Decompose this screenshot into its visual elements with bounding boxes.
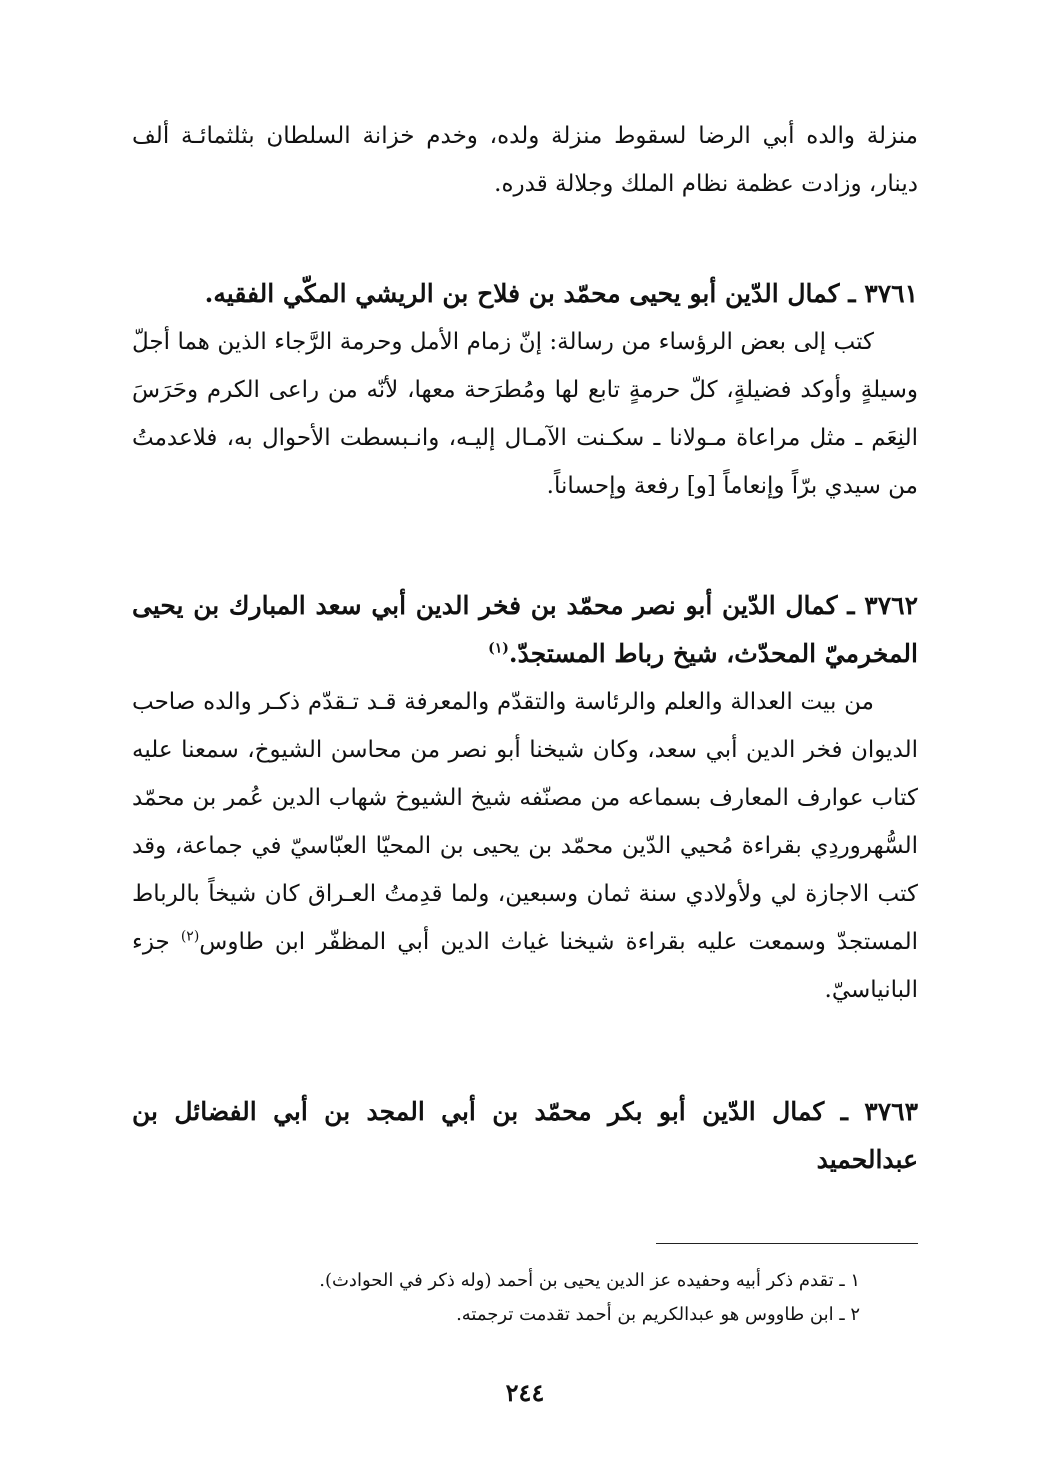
entry-number: ٣٧٦٣ — [864, 1097, 918, 1126]
entry-number: ٣٧٦٢ — [864, 591, 918, 620]
entry-title: ـ كمال الدّين أبو يحيى محمّد بن فلاح بن الريشي المكّي الفقيه. — [204, 279, 856, 308]
entry-body: كتب إلى بعض الرؤساء من رسالة: إنّ زمام الأمل وحرمة الرَّجاء الذين هما أجلّ وسيلةٍ وأوكد فضيلةٍ، كلّ حرمةٍ تابع لها ومُطرَحة معها، لأنّه من راعى الكرم وحَرَسَ النِعَم ـ مثل مراعاة مـولانا ـ سكـنت الآمـال إليـه، وانـبسطت الأحوال به، فلاعدمتُ من سيدي برّاً وإنعاماً [و] رفعة وإحساناً. — [132, 329, 918, 499]
entry-3763 — [132, 1088, 918, 1184]
footnote-1: ١ ـ تقدم ذكر أبيه وحفيده عز الدين يحيى بن أحمد (وله ذكر في الحوادث). — [319, 1270, 860, 1291]
entry-heading — [132, 1088, 918, 1184]
entry-heading — [132, 270, 918, 318]
entry-heading — [132, 582, 918, 678]
entry-body-text: من بيت العدالة والعلم والرئاسة والتقدّم والمعرفة قـد تـقدّم ذكـر والده صاحب الديوان فخر الدين أبي سعد، وكان شيخنا أبو نصر من محاسن الشيوخ، سمعنا عليه كتاب عوارف المعارف بسماعه من مصنّفه شيخ الشيوخ شهاب الدين عُمر بن محمّد السُّهروردِي بقراءة مُحيي الدّين محمّد بن يحيى بن المحيّا العبّاسيّ في جماعة، وقد كتب الاجازة لي ولأولادي سنة ثمان وسبعين، ولما قدِمتُ العـراق كان شيخاً بالرباط المستجدّ وسمعت عليه بقراءة شيخنا غياث الدين أبي المظفّر ابن طاوس — [132, 689, 919, 955]
footnote-2: ٢ ـ ابن طاووس هو عبدالكريم بن أحمد تقدمت ترجمته. — [456, 1304, 860, 1325]
entry-body-end: جزء البانياسيّ. — [132, 929, 918, 1003]
footnote-ref: (٢) — [180, 928, 200, 945]
entry-3762 — [132, 582, 918, 1014]
entry-title: ـ كمال الدّين أبو نصر محمّد بن فخر الدين أبي سعد المبارك بن يحيى المخرميّ المحدّث، شيخ رباط المستجدّ. — [132, 591, 918, 668]
intro-block — [132, 112, 918, 208]
entry-body — [132, 678, 918, 1014]
entry-number: ٣٧٦١ — [864, 279, 918, 308]
footnotes — [132, 1264, 918, 1332]
entry-title: ـ كمال الدّين أبو بكر محمّد بن أبي المجد بن أبي الفضائل بن عبدالحميد — [132, 1097, 918, 1174]
page-number: ٢٤٤ — [505, 1378, 545, 1407]
footnote-divider — [656, 1243, 918, 1244]
footnote-ref: (١) — [488, 640, 509, 657]
intro-paragraph: منزلة والده أبي الرضا لسقوط منزلة ولده، وخدم خزانة السلطان بثلثمائـة ألف دينار، وزادت عظمة نظام الملك وجلالة قدره. — [132, 123, 918, 197]
entry-3761 — [132, 270, 918, 510]
